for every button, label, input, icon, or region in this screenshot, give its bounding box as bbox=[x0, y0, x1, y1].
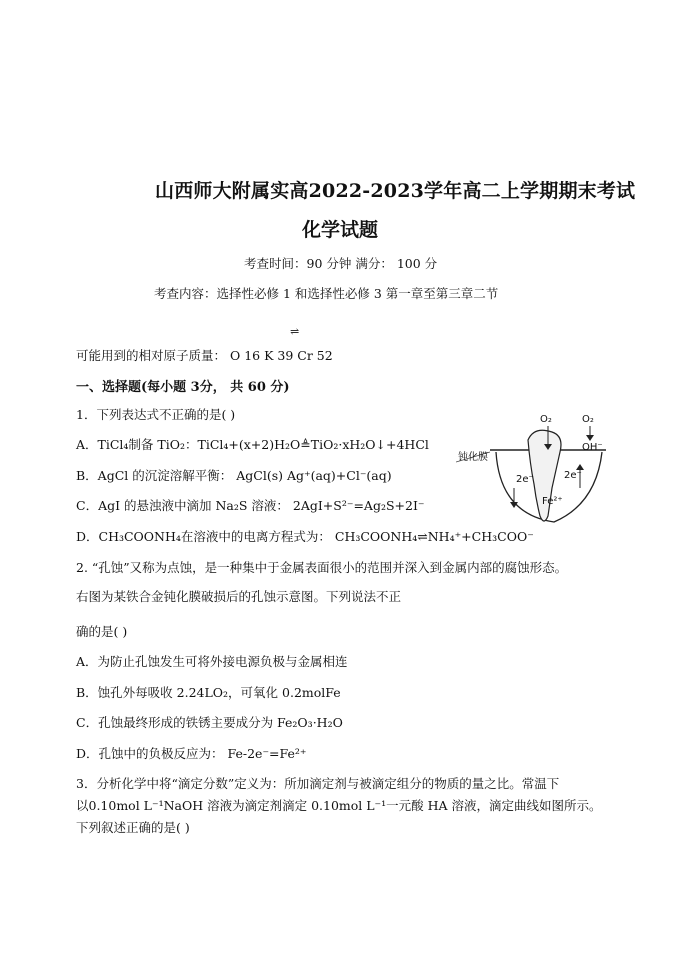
pitting-corrosion-diagram bbox=[456, 404, 606, 532]
q1-option-c: C．AgI 的悬浊液中滴加 Na₂S 溶液： 2AgI+S²⁻=Ag₂S+2I⁻ bbox=[76, 498, 425, 513]
exam-subtitle: 化学试题 bbox=[302, 219, 379, 241]
q1-option-d: D．CH₃COONH₄在溶液中的电离方程式为： CH₃COONH₄⇌NH₄⁺+CH₃COO⁻ bbox=[76, 529, 534, 544]
q1-option-a: A．TiCl₄制备 TiO₂：TiCl₄+(x+2)H₂O≜TiO₂·xH₂O↓+4HCl bbox=[76, 437, 429, 452]
q3-stem-line3: 下列叙述正确的是( ) bbox=[76, 820, 190, 835]
hydroxide-label: OH⁻ bbox=[582, 442, 603, 453]
exam-content: 考查内容：选择性必修 1 和选择性必修 3 第一章至第三章二节 bbox=[154, 286, 499, 301]
q2-option-a: A．为防止孔蚀发生可将外接电源负极与金属相连 bbox=[76, 654, 348, 669]
q3-stem-line2: 以0.10mol L⁻¹NaOH 溶液为滴定剂滴定 0.10mol L⁻¹一元酸 HA 溶液，滴定曲线如图所示。 bbox=[76, 798, 602, 813]
electron-right-label: 2e⁻ bbox=[564, 470, 582, 481]
q1-option-b: B．AgCl 的沉淀溶解平衡： AgCl(s) Ag⁺(aq)+Cl⁻(aq) bbox=[76, 468, 392, 483]
equilibrium-arrow-icon: ⇌ bbox=[290, 325, 299, 338]
q3-stem-line1: 3．分析化学中将“滴定分数”定义为：所加滴定剂与被滴定组分的物质的量之比。常温下 bbox=[76, 776, 560, 791]
q2-option-d: D．孔蚀中的负极反应为： Fe-2e⁻=Fe²⁺ bbox=[76, 746, 307, 761]
q2-stem-line2: 右图为某铁合金钝化膜破损后的孔蚀示意图。下列说法不正 bbox=[76, 589, 402, 604]
iron-ion-label: Fe²⁺ bbox=[542, 496, 563, 507]
q2-option-c: C．孔蚀最终形成的铁锈主要成分为 Fe₂O₃·H₂O bbox=[76, 715, 343, 730]
q2-stem-line1: 2. “孔蚀”又称为点蚀，是一种集中于金属表面很小的范围并深入到金属内部的腐蚀形态。 bbox=[76, 560, 568, 575]
q1-stem: 1．下列表达式不正确的是( ) bbox=[76, 407, 236, 422]
q2-stem-line3: 确的是( ) bbox=[76, 624, 128, 639]
exam-title: 山西师大附属实高2022-2023学年高二上学期期末考试 bbox=[155, 180, 636, 202]
o2-right-label: O₂ bbox=[582, 414, 594, 425]
electron-left-label: 2e⁻ bbox=[516, 474, 534, 485]
film-label: 钝化膜 bbox=[458, 452, 488, 463]
atomic-masses: 可能用到的相对原子质量： O 16 K 39 Cr 52 bbox=[76, 348, 333, 363]
section-heading: 一、选择题(每小题 3分， 共 60 分) bbox=[76, 380, 290, 395]
q2-option-b: B．蚀孔外每吸收 2.24LO₂，可氧化 0.2molFe bbox=[76, 685, 341, 700]
exam-time: 考查时间：90 分钟 满分： 100 分 bbox=[244, 256, 438, 271]
o2-left-label: O₂ bbox=[540, 414, 552, 425]
